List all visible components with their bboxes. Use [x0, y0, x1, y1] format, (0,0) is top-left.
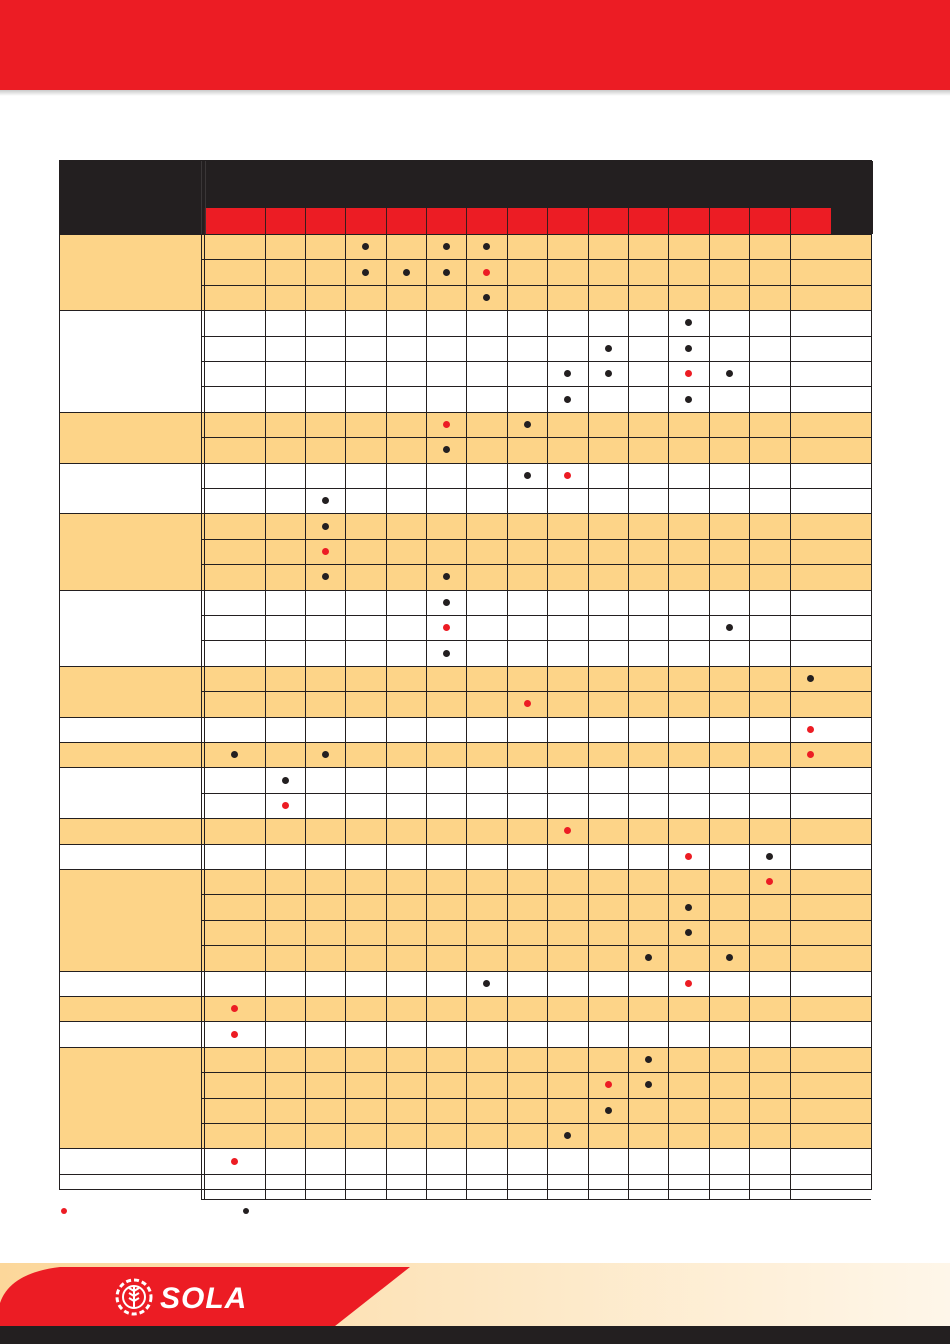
col-divider [709, 234, 710, 1199]
red-dot-marker [605, 1081, 612, 1088]
red-dot-marker [483, 269, 490, 276]
red-dot-marker [807, 726, 814, 733]
column-header [204, 208, 265, 234]
col-divider [426, 234, 427, 1199]
row-divider [201, 640, 871, 641]
col-divider [466, 234, 467, 1199]
column-header [507, 208, 547, 234]
col-divider [790, 234, 791, 1199]
black-dot-marker [282, 777, 289, 784]
black-dot-marker [605, 1107, 612, 1114]
black-dot-marker [483, 294, 490, 301]
col-divider [201, 234, 202, 1199]
column-header [709, 208, 749, 234]
black-dot-marker [322, 523, 329, 530]
column-header [547, 208, 588, 234]
red-dot-marker [685, 980, 692, 987]
black-dot-marker [322, 497, 329, 504]
row-divider [201, 793, 871, 794]
row-divider [201, 361, 871, 362]
black-dot-marker [443, 269, 450, 276]
header-divider [201, 161, 202, 234]
column-header [628, 208, 668, 234]
col-divider [345, 234, 346, 1199]
black-dot-marker [645, 1081, 652, 1088]
row-divider [201, 336, 871, 337]
black-dot-marker [443, 446, 450, 453]
column-header [265, 208, 305, 234]
row-divider [201, 259, 871, 260]
black-dot-marker [685, 904, 692, 911]
column-header [749, 208, 790, 234]
black-dot-marker [605, 345, 612, 352]
black-dot-marker [322, 573, 329, 580]
red-dot-marker [231, 1158, 238, 1165]
black-dot-marker [443, 573, 450, 580]
row-divider [201, 1072, 871, 1073]
row-divider [201, 894, 871, 895]
row-divider [201, 945, 871, 946]
legend-red-dot [61, 1208, 67, 1214]
red-dot-marker [231, 1031, 238, 1038]
red-dot-marker [443, 624, 450, 631]
col-divider [305, 234, 306, 1199]
column-header [588, 208, 628, 234]
legend-black-dot [243, 1208, 249, 1214]
black-dot-marker [403, 269, 410, 276]
red-dot-marker [564, 472, 571, 479]
col-divider [507, 234, 508, 1199]
black-dot-marker [685, 345, 692, 352]
row-divider [201, 564, 871, 565]
row-divider [201, 539, 871, 540]
black-dot-marker [524, 472, 531, 479]
col-divider [204, 234, 205, 1199]
row-divider [201, 1199, 871, 1200]
col-divider [628, 234, 629, 1199]
row-divider [201, 920, 871, 921]
col-divider [386, 234, 387, 1199]
row-divider [201, 437, 871, 438]
black-dot-marker [524, 421, 531, 428]
banner-shadow [0, 90, 950, 96]
black-dot-marker [443, 243, 450, 250]
black-dot-marker [564, 396, 571, 403]
brand-logo: SOLA [160, 1282, 248, 1315]
black-dot-marker [605, 370, 612, 377]
row-divider [201, 285, 871, 286]
red-dot-marker [282, 802, 289, 809]
row-divider [201, 488, 871, 489]
black-dot-marker [685, 929, 692, 936]
column-header [668, 208, 709, 234]
col-divider [668, 234, 669, 1199]
black-dot-marker [483, 980, 490, 987]
row-divider [201, 1098, 871, 1099]
column-header [305, 208, 345, 234]
gear-wheat-icon [113, 1276, 155, 1318]
black-dot-marker [726, 954, 733, 961]
compatibility-table [59, 160, 872, 1190]
column-header [345, 208, 386, 234]
column-header [790, 208, 831, 234]
row-divider [201, 386, 871, 387]
row-divider [201, 1123, 871, 1124]
black-dot-marker [362, 269, 369, 276]
red-dot-marker [524, 700, 531, 707]
column-header [386, 208, 426, 234]
col-divider [265, 234, 266, 1199]
col-divider [588, 234, 589, 1199]
red-dot-marker [443, 421, 450, 428]
black-dot-marker [766, 853, 773, 860]
row-divider [201, 691, 871, 692]
col-divider [749, 234, 750, 1199]
black-dot-marker [322, 751, 329, 758]
column-header [426, 208, 466, 234]
black-dot-marker [645, 954, 652, 961]
black-dot-marker [685, 396, 692, 403]
top-banner [0, 0, 950, 90]
row-divider [201, 615, 871, 616]
black-dot-marker [726, 370, 733, 377]
column-header [466, 208, 507, 234]
col-divider [547, 234, 548, 1199]
red-dot-marker [685, 853, 692, 860]
black-dot-marker [443, 599, 450, 606]
black-dot-marker [443, 650, 450, 657]
red-dot-marker [322, 548, 329, 555]
footer-bar [0, 1326, 950, 1344]
black-dot-marker [726, 624, 733, 631]
black-dot-marker [645, 1056, 652, 1063]
black-dot-marker [807, 675, 814, 682]
header-divider [205, 161, 206, 234]
